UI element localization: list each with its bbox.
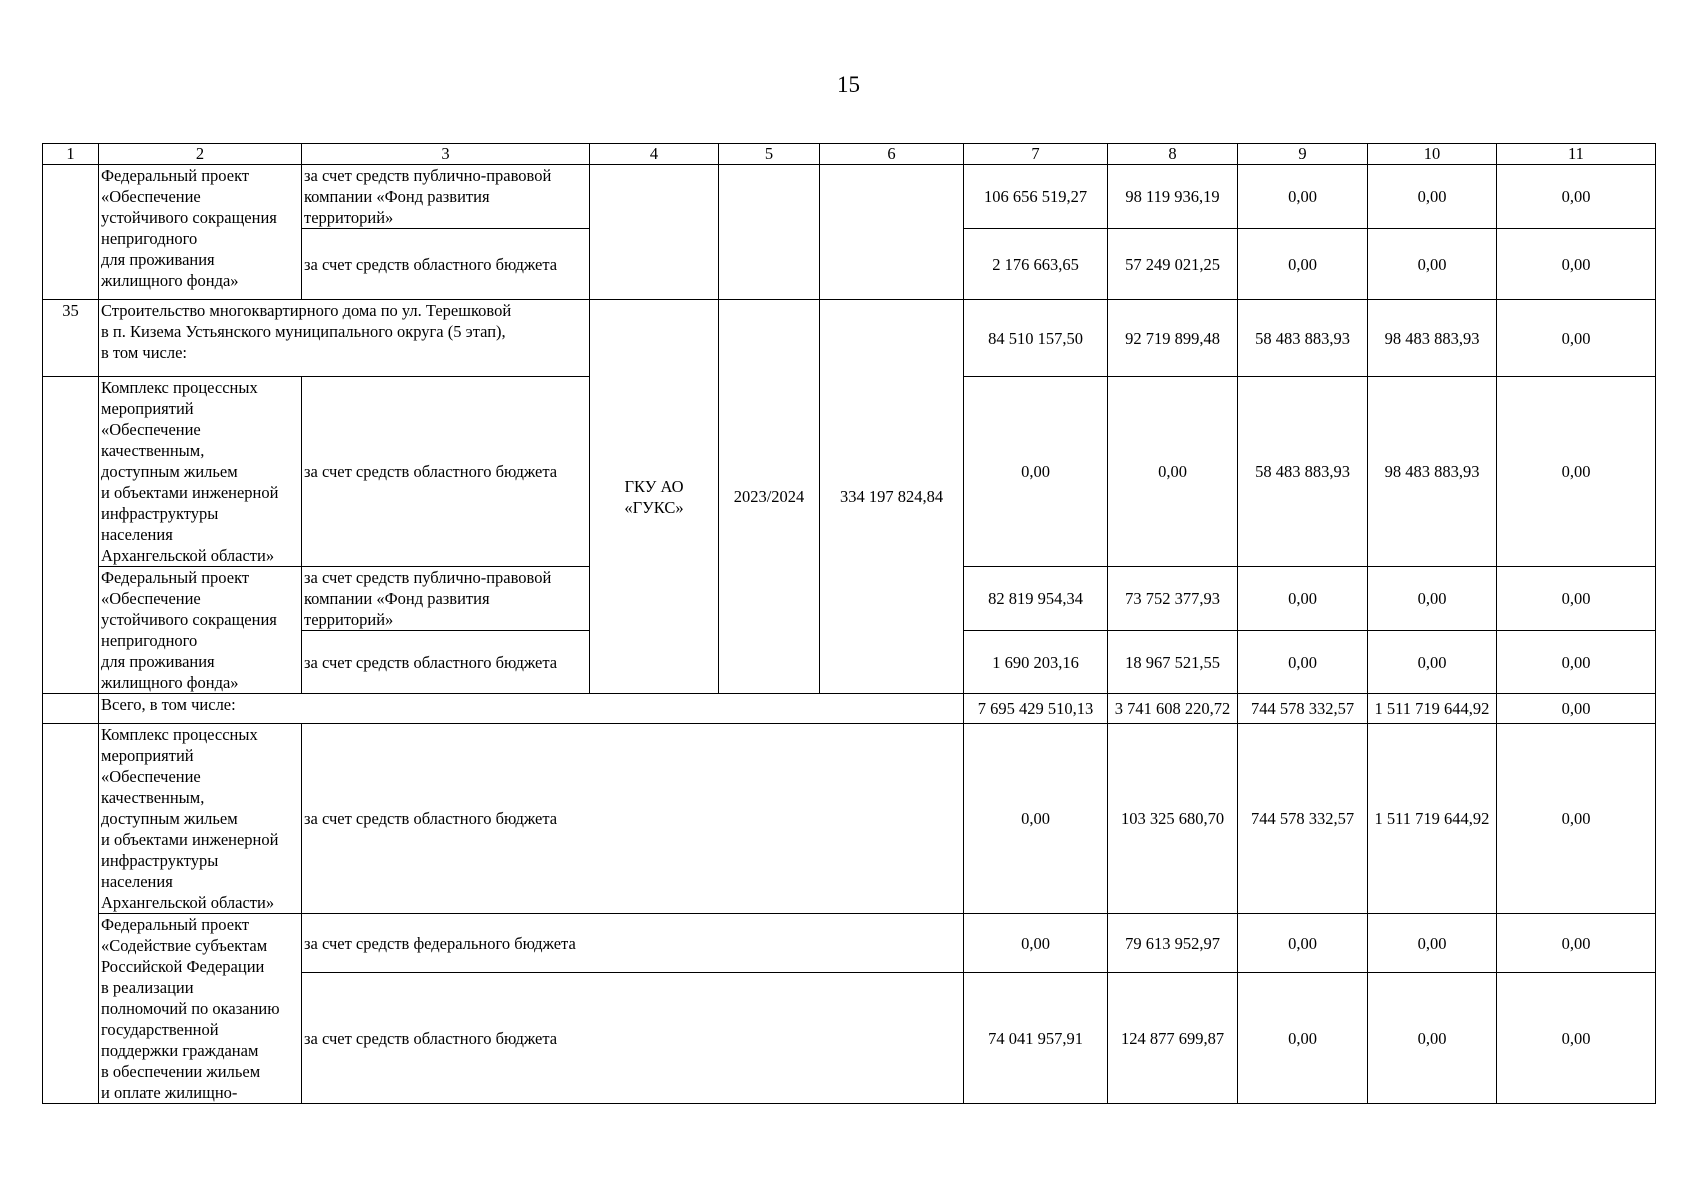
value-cell: 0,00 (964, 724, 1108, 914)
funding-source-cell: за счет средств областного бюджета (302, 377, 590, 567)
cost-cell: 334 197 824,84 (820, 300, 964, 694)
header-cell: 7 (964, 144, 1108, 165)
funding-source-cell: за счет средств областного бюджета (302, 229, 590, 300)
value-cell: 0,00 (1108, 377, 1238, 567)
page-number: 15 (837, 72, 860, 97)
value-cell: 98 119 936,19 (1108, 165, 1238, 229)
value-cell: 124 877 699,87 (1108, 973, 1238, 1104)
project-name-cell: Комплекс процессных мероприятий «Обеспечение качественным, доступным жильем и объектами инженерной инфраструктуры населения Архангельской области» (99, 724, 302, 914)
header-cell: 3 (302, 144, 590, 165)
header-cell: 6 (820, 144, 964, 165)
period-cell: 2023/2024 (719, 300, 820, 694)
customer-cell (590, 165, 719, 300)
value-cell: 0,00 (1368, 165, 1497, 229)
value-cell: 0,00 (1497, 914, 1656, 973)
value-cell: 82 819 954,34 (964, 567, 1108, 631)
value-cell: 0,00 (1497, 631, 1656, 694)
header-cell: 11 (1497, 144, 1656, 165)
number-cell (43, 377, 99, 694)
value-cell: 0,00 (964, 377, 1108, 567)
project-name-cell: Федеральный проект «Обеспечение устойчивого сокращения непригодного для проживания жилищного фонда» (99, 567, 302, 694)
funding-source-cell: за счет средств публично-правовой компании «Фонд развития территорий» (302, 567, 590, 631)
budget-table (42, 143, 1656, 1104)
project-name-cell: Федеральный проект «Содействие субъектам Российской Федерации в реализации полномочий по оказанию государственной поддержки гражданам в обеспечении жильем и оплате жилищно- (99, 914, 302, 1104)
header-cell: 4 (590, 144, 719, 165)
total-label: Всего, в том числе: (99, 694, 964, 724)
value-cell: 1 690 203,16 (964, 631, 1108, 694)
value-cell: 0,00 (1497, 165, 1656, 229)
value-cell: 1 511 719 644,92 (1368, 724, 1497, 914)
value-cell: 73 752 377,93 (1108, 567, 1238, 631)
value-cell: 18 967 521,55 (1108, 631, 1238, 694)
funding-source-cell: за счет средств областного бюджета (302, 631, 590, 694)
value-cell: 0,00 (1497, 567, 1656, 631)
value-cell: 0,00 (1368, 973, 1497, 1104)
value-cell: 98 483 883,93 (1368, 300, 1497, 377)
funding-source-cell: за счет средств публично-правовой компании «Фонд развития территорий» (302, 165, 590, 229)
funding-source-cell: за счет средств областного бюджета (302, 973, 964, 1104)
total-row (43, 694, 1656, 724)
value-cell: 0,00 (1238, 567, 1368, 631)
header-cell: 8 (1108, 144, 1238, 165)
header-row (43, 144, 1656, 165)
value-cell: 58 483 883,93 (1238, 377, 1368, 567)
value-cell: 0,00 (1238, 229, 1368, 300)
value-cell: 103 325 680,70 (1108, 724, 1238, 914)
item-title: Строительство многоквартирного дома по ул. Терешковой в п. Кизема Устьянского муниципального округа (5 этап), в том числе: (99, 300, 590, 377)
table-row (43, 914, 1656, 973)
value-cell: 0,00 (1368, 567, 1497, 631)
value-cell: 0,00 (1497, 694, 1656, 724)
funding-source-cell: за счет средств федерального бюджета (302, 914, 964, 973)
value-cell: 744 578 332,57 (1238, 724, 1368, 914)
value-cell: 0,00 (1497, 300, 1656, 377)
value-cell: 84 510 157,50 (964, 300, 1108, 377)
value-cell: 0,00 (1368, 229, 1497, 300)
number-cell (43, 165, 99, 300)
value-cell: 0,00 (1238, 631, 1368, 694)
value-cell: 58 483 883,93 (1238, 300, 1368, 377)
value-cell: 92 719 899,48 (1108, 300, 1238, 377)
value-cell: 57 249 021,25 (1108, 229, 1238, 300)
item-number: 35 (43, 300, 99, 377)
number-cell (43, 694, 99, 724)
value-cell: 0,00 (1368, 914, 1497, 973)
value-cell: 74 041 957,91 (964, 973, 1108, 1104)
table-row (43, 724, 1656, 914)
value-cell: 3 741 608 220,72 (1108, 694, 1238, 724)
project-name-cell: Комплекс процессных мероприятий «Обеспечение качественным, доступным жильем и объектами инженерной инфраструктуры населения Архангельской области» (99, 377, 302, 567)
value-cell: 0,00 (1497, 724, 1656, 914)
value-cell: 0,00 (1238, 973, 1368, 1104)
number-cell (43, 724, 99, 1104)
value-cell: 7 695 429 510,13 (964, 694, 1108, 724)
value-cell: 0,00 (1497, 973, 1656, 1104)
period-cell (719, 165, 820, 300)
header-cell: 1 (43, 144, 99, 165)
value-cell: 744 578 332,57 (1238, 694, 1368, 724)
project-name-cell: Федеральный проект «Обеспечение устойчивого сокращения непригодного для проживания жилищного фонда» (99, 165, 302, 300)
value-cell: 106 656 519,27 (964, 165, 1108, 229)
table-row (43, 300, 1656, 377)
customer-cell: ГКУ АО «ГУКС» (590, 300, 719, 694)
value-cell: 2 176 663,65 (964, 229, 1108, 300)
value-cell: 0,00 (964, 914, 1108, 973)
value-cell: 98 483 883,93 (1368, 377, 1497, 567)
value-cell: 0,00 (1497, 229, 1656, 300)
header-cell: 9 (1238, 144, 1368, 165)
value-cell: 1 511 719 644,92 (1368, 694, 1497, 724)
table-row (43, 165, 1656, 229)
funding-source-cell: за счет средств областного бюджета (302, 724, 964, 914)
header-cell: 5 (719, 144, 820, 165)
header-cell: 2 (99, 144, 302, 165)
value-cell: 79 613 952,97 (1108, 914, 1238, 973)
value-cell: 0,00 (1368, 631, 1497, 694)
header-cell: 10 (1368, 144, 1497, 165)
cost-cell (820, 165, 964, 300)
value-cell: 0,00 (1238, 914, 1368, 973)
value-cell: 0,00 (1497, 377, 1656, 567)
value-cell: 0,00 (1238, 165, 1368, 229)
